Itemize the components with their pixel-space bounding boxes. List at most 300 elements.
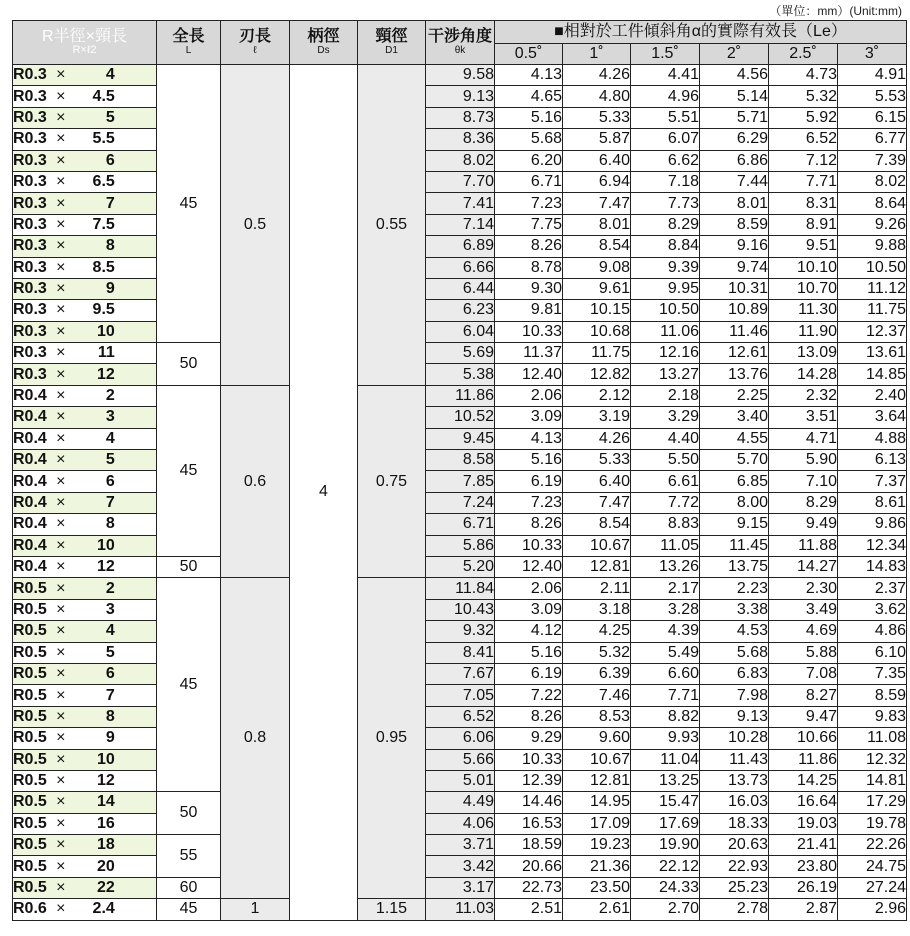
effective-length-cell: 4.80	[563, 86, 631, 107]
table-row	[13, 749, 907, 770]
header-angle: 3˚	[838, 44, 907, 65]
effective-length-cell: 8.01	[700, 193, 769, 214]
effective-length-cell: 4.40	[631, 428, 700, 449]
table-row	[13, 321, 907, 342]
effective-length-cell: 13.27	[631, 364, 700, 385]
effective-length-cell: 8.26	[495, 514, 563, 535]
times-sign: ×	[56, 130, 66, 148]
times-sign: ×	[56, 365, 66, 383]
effective-length-cell: 6.40	[563, 150, 631, 171]
interference-angle-cell: 6.44	[426, 278, 495, 299]
effective-length-cell: 10.68	[563, 321, 631, 342]
radius-value: R0.3	[13, 151, 47, 169]
effective-length-cell: 16.64	[769, 792, 838, 813]
effective-length-cell: 6.94	[563, 171, 631, 192]
effective-length-cell: 11.75	[838, 300, 907, 321]
times-sign: ×	[56, 494, 66, 511]
effective-length-cell: 17.09	[563, 813, 631, 834]
effective-length-cell: 6.71	[495, 171, 563, 192]
effective-length-cell: 3.62	[838, 599, 907, 620]
effective-length-cell: 8.54	[563, 514, 631, 535]
effective-length-cell: 2.78	[700, 899, 769, 920]
header-length-label: 全長	[172, 28, 205, 45]
radius-value: R0.5	[13, 622, 47, 640]
effective-length-cell: 9.60	[563, 728, 631, 749]
effective-length-cell: 13.73	[700, 770, 769, 791]
effective-length-cell: 4.53	[700, 621, 769, 642]
effective-length-cell: 8.26	[495, 706, 563, 727]
neck-length-value: 6	[105, 151, 115, 169]
effective-length-cell: 4.69	[769, 621, 838, 642]
overall-length-cell: 50	[157, 343, 221, 386]
effective-length-cell: 11.05	[631, 535, 700, 556]
effective-length-cell: 4.13	[495, 65, 563, 86]
effective-length-cell: 9.08	[563, 257, 631, 278]
header-neck-label: 頸徑	[375, 28, 408, 45]
table-row	[13, 171, 907, 192]
effective-length-cell: 23.80	[769, 856, 838, 877]
effective-length-cell: 6.19	[495, 471, 563, 492]
times-sign: ×	[56, 579, 66, 597]
effective-length-cell: 7.72	[631, 492, 700, 513]
interference-angle-cell: 7.85	[426, 471, 495, 492]
times-sign: ×	[56, 814, 66, 832]
effective-length-cell: 3.28	[631, 599, 700, 620]
table-row	[13, 877, 907, 898]
times-sign: ×	[56, 237, 66, 255]
radius-value: R0.5	[13, 600, 47, 618]
effective-length-cell: 10.31	[700, 278, 769, 299]
table-row	[13, 685, 907, 706]
table-row	[13, 621, 907, 642]
effective-length-cell: 8.02	[838, 171, 907, 192]
overall-length-cell: 50	[157, 556, 221, 577]
radius-value: R0.5	[13, 707, 47, 725]
effective-length-cell: 5.68	[495, 129, 563, 150]
effective-length-cell: 14.85	[838, 364, 907, 385]
effective-length-cell: 10.28	[700, 728, 769, 749]
effective-length-cell: 7.37	[838, 471, 907, 492]
neck-length-value: 2.4	[92, 900, 115, 918]
effective-length-cell: 5.16	[495, 450, 563, 471]
neck-length-value: 4	[105, 429, 115, 447]
blade-length-cell: 0.5	[221, 65, 290, 386]
effective-length-cell: 6.19	[495, 663, 563, 684]
spec-cell	[13, 621, 157, 642]
header-effective-length: ■相對於工件傾斜角α的實際有效長（Le）	[495, 21, 907, 44]
effective-length-cell: 6.20	[495, 150, 563, 171]
table-row	[13, 792, 907, 813]
spec-cell	[13, 877, 157, 898]
effective-length-cell: 4.25	[563, 621, 631, 642]
interference-angle-cell: 7.05	[426, 685, 495, 706]
interference-angle-cell: 5.20	[426, 556, 495, 577]
neck-length-value: 7	[105, 686, 115, 704]
table-row	[13, 214, 907, 235]
effective-length-cell: 12.61	[700, 343, 769, 364]
effective-length-cell: 12.40	[495, 364, 563, 385]
effective-length-cell: 10.67	[563, 535, 631, 556]
table-row	[13, 535, 907, 556]
effective-length-cell: 16.03	[700, 792, 769, 813]
effective-length-cell: 5.14	[700, 86, 769, 107]
interference-angle-cell: 7.70	[426, 171, 495, 192]
table-row	[13, 856, 907, 877]
effective-length-cell: 4.88	[838, 428, 907, 449]
interference-angle-cell: 8.73	[426, 107, 495, 128]
header-angle: 1.5˚	[631, 44, 700, 65]
effective-length-cell: 8.27	[769, 685, 838, 706]
neck-length-value: 8	[105, 237, 115, 255]
effective-length-cell: 6.15	[838, 107, 907, 128]
interference-angle-cell: 6.52	[426, 706, 495, 727]
interference-angle-cell: 6.89	[426, 236, 495, 257]
radius-value: R0.5	[13, 643, 47, 661]
spec-cell	[13, 514, 157, 535]
header-shank-label: 柄徑	[307, 28, 340, 45]
effective-length-cell: 4.41	[631, 65, 700, 86]
table-row	[13, 770, 907, 791]
effective-length-cell: 12.40	[495, 556, 563, 577]
effective-length-cell: 6.77	[838, 129, 907, 150]
effective-length-cell: 6.39	[563, 663, 631, 684]
effective-length-cell: 13.76	[700, 364, 769, 385]
neck-diameter-cell: 1.15	[358, 899, 426, 920]
effective-length-cell: 6.83	[700, 663, 769, 684]
effective-length-cell: 11.90	[769, 321, 838, 342]
effective-length-cell: 7.73	[631, 193, 700, 214]
effective-length-cell: 12.37	[838, 321, 907, 342]
unit-note: （單位：mm）(Unit:mm)	[769, 4, 902, 18]
effective-length-cell: 5.53	[838, 86, 907, 107]
times-sign: ×	[56, 772, 66, 790]
times-sign: ×	[56, 515, 66, 533]
radius-value: R0.3	[13, 237, 47, 255]
effective-length-cell: 5.70	[700, 450, 769, 471]
effective-length-cell: 5.51	[631, 107, 700, 128]
times-sign: ×	[56, 387, 66, 405]
effective-length-cell: 7.44	[700, 171, 769, 192]
effective-length-cell: 6.86	[700, 150, 769, 171]
effective-length-cell: 2.37	[838, 578, 907, 599]
neck-length-value: 6.5	[92, 173, 115, 191]
effective-length-cell: 10.33	[495, 321, 563, 342]
effective-length-cell: 19.03	[769, 813, 838, 834]
effective-length-cell: 14.95	[563, 792, 631, 813]
effective-length-cell: 4.86	[838, 621, 907, 642]
interference-angle-cell: 3.17	[426, 877, 495, 898]
effective-length-cell: 9.86	[838, 514, 907, 535]
table-row	[13, 556, 907, 577]
interference-angle-cell: 6.06	[426, 728, 495, 749]
times-sign: ×	[56, 66, 66, 84]
interference-angle-cell: 8.41	[426, 642, 495, 663]
table-row	[13, 278, 907, 299]
effective-length-cell: 3.29	[631, 407, 700, 428]
effective-length-cell: 4.91	[838, 65, 907, 86]
header-length-sub: L	[185, 45, 192, 56]
header-angle: 1˚	[563, 44, 631, 65]
radius-value: R0.5	[13, 686, 47, 704]
effective-length-cell: 5.88	[769, 642, 838, 663]
radius-value: R0.3	[13, 173, 47, 191]
effective-length-cell: 3.51	[769, 407, 838, 428]
spec-cell	[13, 728, 157, 749]
spec-cell	[13, 385, 157, 406]
effective-length-cell: 21.41	[769, 835, 838, 856]
effective-length-cell: 24.75	[838, 856, 907, 877]
effective-length-cell: 8.91	[769, 214, 838, 235]
interference-angle-cell: 3.42	[426, 856, 495, 877]
effective-length-cell: 7.08	[769, 663, 838, 684]
header-angle: 2.5˚	[769, 44, 838, 65]
table-row	[13, 642, 907, 663]
radius-value: R0.3	[13, 66, 47, 84]
radius-value: R0.5	[13, 814, 47, 832]
times-sign: ×	[56, 686, 66, 704]
neck-length-value: 3	[105, 600, 115, 618]
radius-value: R0.5	[13, 665, 47, 683]
effective-length-cell: 8.64	[838, 193, 907, 214]
effective-length-cell: 4.39	[631, 621, 700, 642]
effective-length-cell: 18.33	[700, 813, 769, 834]
table-row	[13, 343, 907, 364]
table-row	[13, 728, 907, 749]
effective-length-cell: 5.71	[700, 107, 769, 128]
interference-angle-cell: 11.84	[426, 578, 495, 599]
table-row	[13, 193, 907, 214]
spec-cell	[13, 770, 157, 791]
blade-length-cell: 1	[221, 899, 290, 920]
spec-cell	[13, 193, 157, 214]
spec-cell	[13, 364, 157, 385]
table-row	[13, 428, 907, 449]
table-row	[13, 813, 907, 834]
header-neck-sub: D1	[385, 45, 398, 56]
spec-cell	[13, 278, 157, 299]
radius-value: R0.3	[13, 322, 47, 340]
effective-length-cell: 5.50	[631, 450, 700, 471]
interference-angle-cell: 7.41	[426, 193, 495, 214]
effective-length-cell: 5.33	[563, 107, 631, 128]
effective-length-cell: 23.50	[563, 877, 631, 898]
times-sign: ×	[56, 87, 66, 105]
effective-length-cell: 6.07	[631, 129, 700, 150]
neck-length-value: 8	[105, 515, 115, 533]
effective-length-cell: 2.11	[563, 578, 631, 599]
table-row	[13, 835, 907, 856]
times-sign: ×	[56, 857, 66, 875]
spec-cell	[13, 428, 157, 449]
effective-length-cell: 8.84	[631, 236, 700, 257]
effective-length-cell: 22.26	[838, 835, 907, 856]
interference-angle-cell: 9.32	[426, 621, 495, 642]
blade-length-cell: 0.6	[221, 385, 290, 578]
spec-cell	[13, 407, 157, 428]
radius-value: R0.4	[13, 494, 47, 511]
effective-length-cell: 13.61	[838, 343, 907, 364]
table-row	[13, 599, 907, 620]
effective-length-cell: 20.66	[495, 856, 563, 877]
times-sign: ×	[56, 900, 66, 918]
effective-length-cell: 9.26	[838, 214, 907, 235]
neck-length-value: 5	[105, 108, 115, 126]
effective-length-cell: 14.28	[769, 364, 838, 385]
table-row	[13, 578, 907, 599]
spec-cell	[13, 556, 157, 577]
times-sign: ×	[56, 215, 66, 233]
effective-length-cell: 12.81	[563, 556, 631, 577]
effective-length-cell: 21.36	[563, 856, 631, 877]
effective-length-cell: 19.23	[563, 835, 631, 856]
spec-cell	[13, 899, 157, 920]
effective-length-cell: 25.23	[700, 877, 769, 898]
spec-cell	[13, 835, 157, 856]
effective-length-cell: 12.82	[563, 364, 631, 385]
effective-length-cell: 7.71	[769, 171, 838, 192]
effective-length-cell: 5.33	[563, 450, 631, 471]
effective-length-cell: 9.81	[495, 300, 563, 321]
interference-angle-cell: 6.71	[426, 514, 495, 535]
radius-value: R0.5	[13, 579, 47, 597]
effective-length-cell: 9.29	[495, 728, 563, 749]
effective-length-cell: 12.16	[631, 343, 700, 364]
effective-length-cell: 2.70	[631, 899, 700, 920]
spec-cell	[13, 107, 157, 128]
effective-length-cell: 2.17	[631, 578, 700, 599]
effective-length-cell: 8.78	[495, 257, 563, 278]
effective-length-cell: 3.09	[495, 407, 563, 428]
effective-length-cell: 11.08	[838, 728, 907, 749]
spec-cell	[13, 642, 157, 663]
effective-length-cell: 8.31	[769, 193, 838, 214]
table-row	[13, 899, 907, 920]
effective-length-cell: 10.66	[769, 728, 838, 749]
neck-length-value: 10	[97, 750, 115, 768]
effective-length-cell: 17.29	[838, 792, 907, 813]
effective-length-cell: 4.12	[495, 621, 563, 642]
effective-length-cell: 5.32	[563, 642, 631, 663]
effective-length-cell: 4.71	[769, 428, 838, 449]
radius-value: R0.4	[13, 387, 47, 405]
radius-value: R0.4	[13, 472, 47, 490]
effective-length-cell: 9.93	[631, 728, 700, 749]
effective-length-cell: 12.81	[563, 770, 631, 791]
neck-length-value: 4	[105, 622, 115, 640]
header-angle: 0.5˚	[495, 44, 563, 65]
effective-length-cell: 8.59	[838, 685, 907, 706]
neck-diameter-cell: 0.95	[358, 578, 426, 899]
effective-length-cell: 7.75	[495, 214, 563, 235]
radius-value: R0.5	[13, 772, 47, 790]
effective-length-cell: 2.25	[700, 385, 769, 406]
effective-length-cell: 11.43	[700, 749, 769, 770]
effective-length-cell: 27.24	[838, 877, 907, 898]
spec-cell	[13, 300, 157, 321]
effective-length-cell: 9.61	[563, 278, 631, 299]
times-sign: ×	[56, 643, 66, 661]
spec-cell	[13, 492, 157, 513]
effective-length-cell: 10.33	[495, 749, 563, 770]
effective-length-cell: 7.23	[495, 193, 563, 214]
radius-value: R0.4	[13, 408, 47, 426]
times-sign: ×	[56, 194, 66, 212]
effective-length-cell: 5.92	[769, 107, 838, 128]
interference-angle-cell: 5.66	[426, 749, 495, 770]
interference-angle-cell: 4.06	[426, 813, 495, 834]
effective-length-cell: 10.15	[563, 300, 631, 321]
spec-cell	[13, 749, 157, 770]
table-row	[13, 150, 907, 171]
table-row	[13, 663, 907, 684]
neck-diameter-cell: 0.75	[358, 385, 426, 578]
effective-length-cell: 8.29	[631, 214, 700, 235]
effective-length-cell: 11.37	[495, 343, 563, 364]
effective-length-cell: 8.83	[631, 514, 700, 535]
times-sign: ×	[56, 665, 66, 683]
effective-length-cell: 13.25	[631, 770, 700, 791]
effective-length-cell: 7.71	[631, 685, 700, 706]
times-sign: ×	[56, 600, 66, 618]
effective-length-cell: 3.09	[495, 599, 563, 620]
effective-length-cell: 3.40	[700, 407, 769, 428]
radius-value: R0.3	[13, 344, 47, 362]
effective-length-cell: 2.06	[495, 385, 563, 406]
effective-length-cell: 8.01	[563, 214, 631, 235]
effective-length-cell: 11.88	[769, 535, 838, 556]
shank-diameter-cell: 4	[290, 65, 358, 921]
times-sign: ×	[56, 451, 66, 469]
effective-length-cell: 19.78	[838, 813, 907, 834]
interference-angle-cell: 5.01	[426, 770, 495, 791]
table-row	[13, 514, 907, 535]
header-blade	[221, 21, 290, 65]
times-sign: ×	[56, 301, 66, 319]
effective-length-cell: 7.47	[563, 193, 631, 214]
times-sign: ×	[56, 108, 66, 126]
header-theta	[426, 21, 495, 65]
effective-length-cell: 10.70	[769, 278, 838, 299]
header-spec	[13, 21, 157, 65]
interference-angle-cell: 4.49	[426, 792, 495, 813]
table-row	[13, 450, 907, 471]
header-shank-sub: Ds	[317, 45, 330, 56]
table-row	[13, 492, 907, 513]
effective-length-cell: 8.61	[838, 492, 907, 513]
neck-length-value: 5	[105, 643, 115, 661]
effective-length-cell: 22.12	[631, 856, 700, 877]
times-sign: ×	[56, 536, 66, 554]
header-shank	[290, 21, 358, 65]
effective-length-cell: 3.64	[838, 407, 907, 428]
interference-angle-cell: 10.43	[426, 599, 495, 620]
times-sign: ×	[56, 707, 66, 725]
effective-length-cell: 12.39	[495, 770, 563, 791]
effective-length-cell: 2.06	[495, 578, 563, 599]
neck-length-value: 5	[105, 451, 115, 469]
neck-length-value: 12	[97, 365, 115, 383]
times-sign: ×	[56, 408, 66, 426]
table-row	[13, 706, 907, 727]
interference-angle-cell: 9.58	[426, 65, 495, 86]
effective-length-cell: 11.12	[838, 278, 907, 299]
times-sign: ×	[56, 793, 66, 811]
effective-length-cell: 7.35	[838, 663, 907, 684]
radius-value: R0.4	[13, 515, 47, 533]
interference-angle-cell: 6.66	[426, 257, 495, 278]
neck-length-value: 9.5	[92, 301, 115, 319]
interference-angle-cell: 6.04	[426, 321, 495, 342]
